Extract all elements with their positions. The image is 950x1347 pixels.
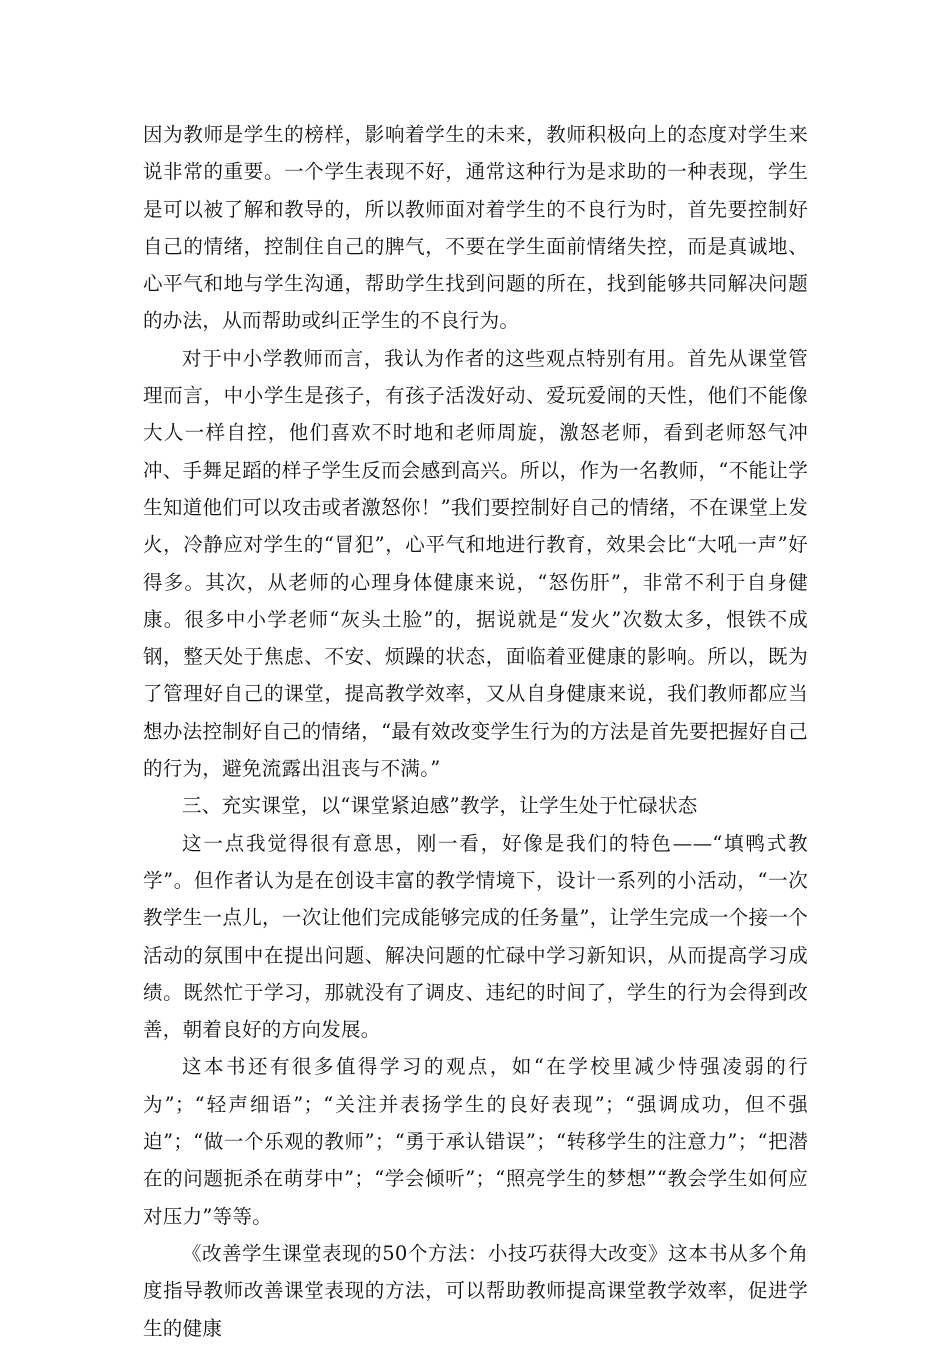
document-body: [143, 116, 808, 1347]
paragraph-other-viewpoints: 这本书还有很多值得学习的观点，如“在学校里减少恃强凌弱的行为”；“轻声细语”；“关注并表扬学生的良好表现”；“强调成功，但不强迫”；“做一个乐观的教师”；“勇于承认错误”；“转移学生的注意力”；“把潜在的问题扼杀在萌芽中”；“学会倾听”；“照亮学生的梦想”“教会学生如何应对压力”等等。: [143, 1055, 808, 1228]
paragraph-primary-teachers: 对于中小学教师而言，我认为作者的这些观点特别有用。首先从课堂管理而言，中小学生是孩子，有孩子活泼好动、爱玩爱闹的天性，他们不能像大人一样自控，他们喜欢不时地和老师周旋，激怒老师，看到老师怒气冲冲、手舞足蹈的样子学生反而会感到高兴。所以，作为一名教师，“不能让学生知道他们可以攻击或者激怒你！”我们要控制好自己的情绪，不在课堂上发火，冷静应对学生的“冒犯”，心平气和地进行教育，效果会比“大吼一声”好得多。其次，从老师的心理身体健康来说，“怒伤肝”，非常不利于自身健康。很多中小学老师“灰头土脸”的，据说就是“发火”次数太多，恨铁不成钢，整天处于焦虑、不安、烦躁的状态，面临着亚健康的影响。所以，既为了管理好自己的课堂，提高教学效率，又从自身健康来说，我们教师都应当想办法控制好自己的情绪，“最有效改变学生行为的方法是首先要把握好自己的行为，避免流露出沮丧与不满。”: [143, 346, 808, 781]
section-heading-classroom-urgency: 三、充实课堂，以“课堂紧迫感”教学，让学生处于忙碌状态: [182, 794, 698, 818]
paragraph-teacher-role-model: 因为教师是学生的榜样，影响着学生的未来，教师积极向上的态度对学生来说非常的重要。一个学生表现不好，通常这种行为是求助的一种表现，学生是可以被了解和教导的，所以教师面对着学生的不良行为时，首先要控制好自己的情绪，控制住自己的脾气，不要在学生面前情绪失控，而是真诚地、心平气和地与学生沟通，帮助学生找到问题的所在，找到能够共同解决问题的办法，从而帮助或纠正学生的不良行为。: [143, 123, 808, 333]
paragraph-busy-students: 这一点我觉得很有意思，刚一看，好像是我们的特色——“填鸭式教学”。但作者认为是在创设丰富的教学情境下，设计一系列的小活动，“一次教学生一点儿，一次让他们完成能够完成的任务量”，让学生完成一个接一个活动的氛围中在提出问题、解决问题的忙碌中学习新知识，从而提高学习成绩。既然忙于学习，那就没有了调皮、违纪的时间了，学生的行为会得到改善，朝着良好的方向发展。: [143, 831, 808, 1042]
paragraph-book-summary: 《改善学生课堂表现的50个方法：小技巧获得大改变》这本书从多个角度指导教师改善课堂表现的方法，可以帮助教师提高课堂教学效率，促进学生的健康: [143, 1241, 808, 1340]
